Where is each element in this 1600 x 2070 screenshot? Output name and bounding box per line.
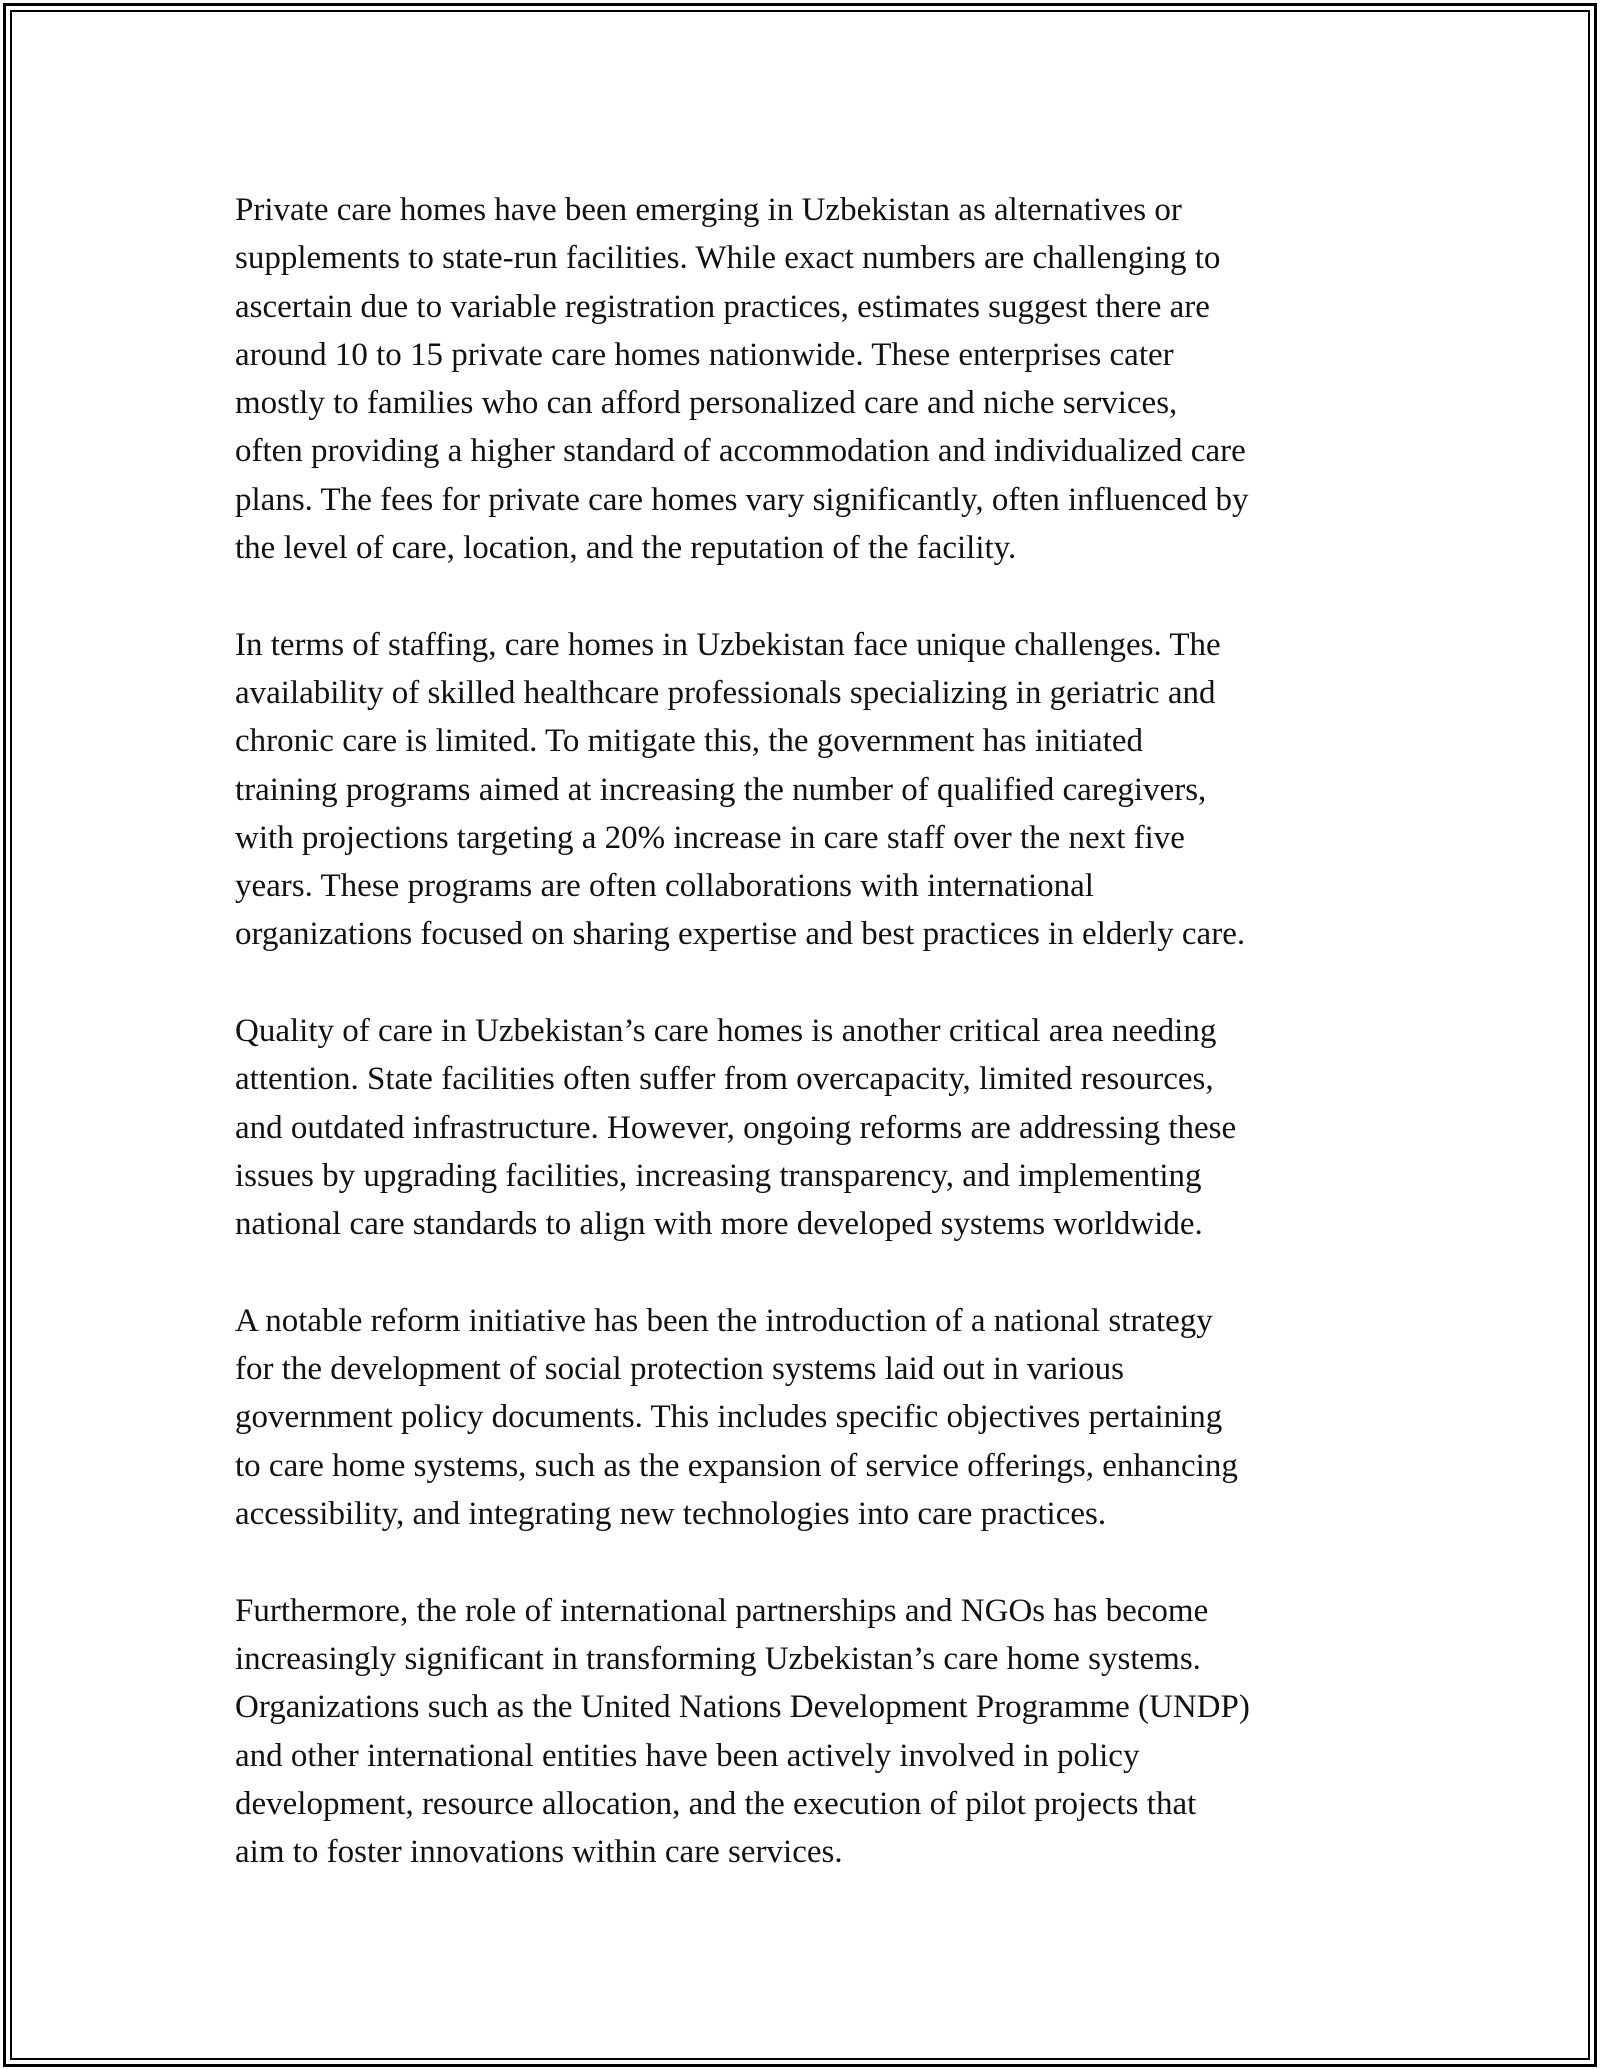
paragraph-international-partnerships: Furthermore, the role of international partnerships and NGOs has become increasingly significant in transforming Uzbekistan’s care home systems. Organizations such as the United Nations Development Programme (UNDP) and other international entities have been actively involved in policy development, resource allocation, and the execution of pilot projects that aim to foster innovations within care services. bbox=[235, 1592, 1250, 1871]
document-body bbox=[235, 186, 1380, 1876]
paragraph-reform-initiative: A notable reform initiative has been the introduction of a national strategy for the development of social protection systems laid out in various government policy documents. This includes specific objectives pertaining to care home systems, such as the expansion of service offerings, enhancing accessibility, and integrating new technologies into care practices. bbox=[235, 1302, 1238, 1533]
paragraph-private-care-homes: Private care homes have been emerging in Uzbekistan as alternatives or supplements to state-run facilities. While exact numbers are challenging to ascertain due to variable registration practices, estimates suggest there are around 10 to 15 private care homes nationwide. These enterprises cater mostly to families who can afford personalized care and niche services, often providing a higher standard of accommodation and individualized care plans. The fees for private care homes vary significantly, often influenced by the level of care, location, and the reputation of the facility. bbox=[235, 192, 1249, 567]
paragraph-quality-of-care: Quality of care in Uzbekistan’s care homes is another critical area needing attention. State facilities often suffer from overcapacity, limited resources, and outdated infrastructure. However, ongoing reforms are addressing these issues by upgrading facilities, increasing transparency, and implementing national care standards to align with more developed systems worldwide. bbox=[235, 1013, 1237, 1243]
paragraph-staffing: In terms of staffing, care homes in Uzbekistan face unique challenges. The availability of skilled healthcare professionals specializing in geriatric and chronic care is limited. To mitigate this, the government has initiated training programs aimed at increasing the number of qualified caregivers, with projections targeting a 20% increase in care staff over the next five years. These programs are often collaborations with international organizations focused on sharing expertise and best practices in elderly care. bbox=[235, 626, 1246, 953]
